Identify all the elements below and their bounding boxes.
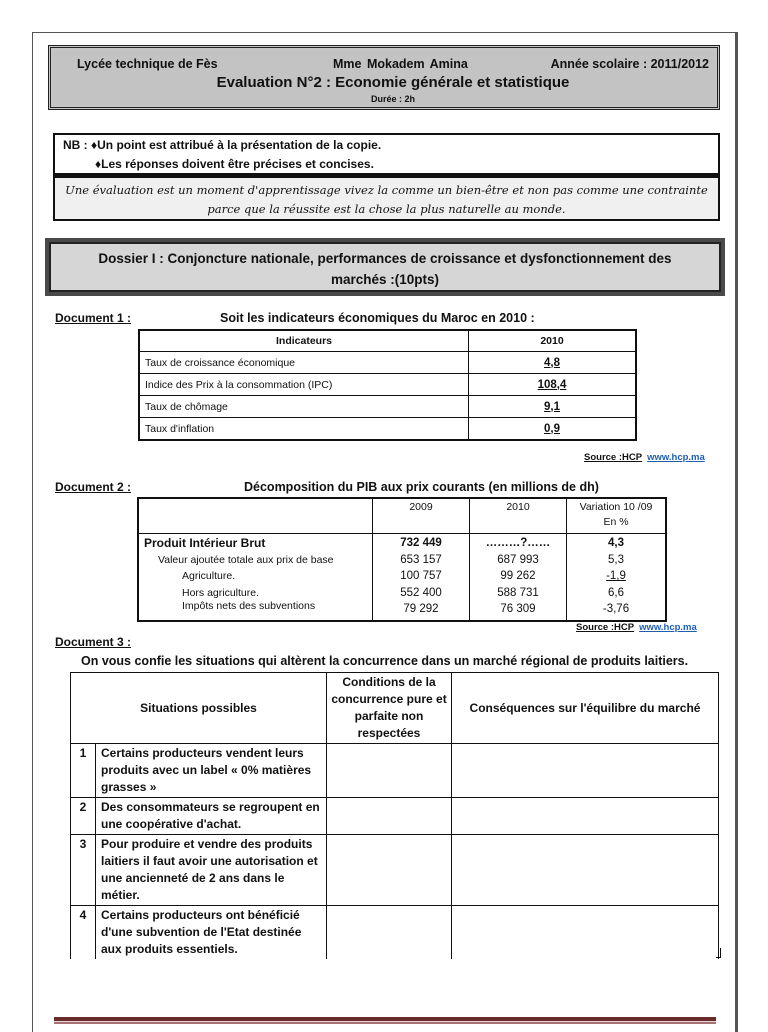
motivational-quote bbox=[53, 175, 720, 221]
row-label-hors-agri: Hors agriculture. bbox=[182, 586, 260, 599]
situation-number: 4 bbox=[71, 906, 96, 960]
variation-value: -1,9 bbox=[606, 570, 626, 582]
table-header-row bbox=[71, 673, 719, 744]
school-year: Année scolaire : 2011/2012 bbox=[550, 57, 709, 71]
exam-header-background bbox=[53, 50, 715, 105]
nb-notes bbox=[53, 133, 720, 175]
exam-duration: Durée : 2h bbox=[370, 94, 415, 104]
consequences-answer-cell[interactable] bbox=[452, 835, 719, 906]
table-header-row bbox=[139, 330, 636, 352]
situation-text: Pour produire et vendre des produits laitiers il faut avoir une autorisation et une ancienneté de 2 ans dans le métier. bbox=[96, 835, 327, 906]
header-variation-line2: En % bbox=[603, 516, 629, 528]
table-row bbox=[139, 352, 636, 374]
header-situations: Situations possibles bbox=[71, 673, 327, 744]
table-body-row bbox=[138, 534, 666, 621]
row-label-va: Valeur ajoutée totale aux prix de base bbox=[158, 553, 334, 566]
header-indicators: Indicateurs bbox=[139, 330, 469, 352]
value-2009: 100 757 bbox=[400, 570, 442, 582]
header-conditions: Conditions de la concurrence pure et parfaite non respectées bbox=[327, 673, 452, 744]
conditions-answer-cell[interactable] bbox=[327, 798, 452, 835]
document3-intro: On vous confie les situations qui altèrent la concurrence dans un marché régional de produits laitiers. bbox=[81, 654, 689, 668]
value-2010: 76 309 bbox=[500, 603, 536, 615]
situation-number: 1 bbox=[71, 744, 96, 798]
document3-label: Document 3 : bbox=[55, 635, 132, 649]
footer-divider bbox=[54, 1017, 716, 1024]
indicator-value: 9,1 bbox=[469, 396, 637, 418]
indicator-value: 0,9 bbox=[469, 418, 637, 441]
indicator-name: Taux de croissance économique bbox=[139, 352, 469, 374]
document1-title: Soit les indicateurs économiques du Maroc en 2010 : bbox=[220, 311, 535, 325]
conditions-answer-cell[interactable] bbox=[327, 835, 452, 906]
indicator-name: Taux de chômage bbox=[139, 396, 469, 418]
source-link[interactable]: www.hcp.ma bbox=[639, 622, 697, 633]
source-label: Source :HCP bbox=[584, 452, 643, 463]
col-variation bbox=[567, 534, 667, 621]
indicator-name: Indice des Prix à la consommation (IPC) bbox=[139, 374, 469, 396]
header-variation bbox=[567, 498, 667, 534]
row-label-impots: Impôts nets des subventions bbox=[182, 600, 316, 612]
col-2010 bbox=[470, 534, 567, 621]
document1-source bbox=[584, 452, 705, 463]
table-row bbox=[71, 744, 719, 798]
row-label-agri: Agriculture. bbox=[182, 570, 236, 582]
header-2009: 2009 bbox=[373, 498, 470, 534]
document2-label: Document 2 : bbox=[55, 480, 132, 494]
table-header-row bbox=[138, 498, 666, 534]
table-row bbox=[139, 396, 636, 418]
table-row bbox=[71, 906, 719, 960]
consequences-answer-cell[interactable] bbox=[452, 798, 719, 835]
table-row bbox=[139, 374, 636, 396]
table-corner-mark bbox=[716, 948, 721, 958]
dossier-title: Dossier I : Conjoncture nationale, performances de croissance et dysfonctionnement des marchés :(10pts) bbox=[98, 251, 672, 287]
variation-value: -3,76 bbox=[602, 603, 630, 615]
value-2009: 79 292 bbox=[403, 603, 439, 615]
consequences-answer-cell[interactable] bbox=[452, 744, 719, 798]
situation-text: Certains producteurs vendent leurs produits avec un label « 0% matières grasses » bbox=[96, 744, 327, 798]
table-row bbox=[71, 798, 719, 835]
header-consequences: Conséquences sur l'équilibre du marché bbox=[452, 673, 719, 744]
situation-text: Des consommateurs se regroupent en une coopérative d'achat. bbox=[96, 798, 327, 835]
document1-label: Document 1 : bbox=[55, 311, 132, 325]
header-variation-line1: Variation 10 /09 bbox=[579, 501, 653, 513]
header-blank bbox=[138, 498, 373, 534]
indicator-value: 4,8 bbox=[469, 352, 637, 374]
header-2010: 2010 bbox=[470, 498, 567, 534]
indicator-name: Taux d'inflation bbox=[139, 418, 469, 441]
header-2010: 2010 bbox=[469, 330, 637, 352]
dossier-banner bbox=[45, 238, 725, 296]
table-row bbox=[71, 835, 719, 906]
value-2009: 552 400 bbox=[400, 586, 442, 599]
school-name: Lycée technique de Fès bbox=[77, 57, 218, 71]
indicators-table bbox=[138, 329, 637, 441]
document2-source bbox=[576, 622, 697, 633]
situation-number: 2 bbox=[71, 798, 96, 835]
situation-number: 3 bbox=[71, 835, 96, 906]
col-2009 bbox=[373, 534, 470, 621]
document2-title: Décomposition du PIB aux prix courants (en millions de dh) bbox=[244, 480, 599, 494]
indicator-value: 108,4 bbox=[469, 374, 637, 396]
variation-value: 6,6 bbox=[608, 586, 624, 599]
variation-value: 5,3 bbox=[608, 553, 624, 566]
row-label-pib: Produit Intérieur Brut bbox=[144, 536, 266, 550]
value-2009: 653 157 bbox=[400, 553, 442, 566]
value-2010: 99 262 bbox=[500, 570, 536, 582]
value-2009: 732 449 bbox=[400, 537, 442, 549]
conditions-answer-cell[interactable] bbox=[327, 906, 452, 960]
conditions-answer-cell[interactable] bbox=[327, 744, 452, 798]
consequences-answer-cell[interactable] bbox=[452, 906, 719, 960]
variation-value: 4,3 bbox=[608, 537, 624, 549]
value-2010: 588 731 bbox=[497, 586, 539, 599]
gdp-table bbox=[137, 497, 667, 622]
row-labels bbox=[138, 534, 373, 621]
source-link[interactable]: www.hcp.ma bbox=[647, 452, 705, 463]
nb-line-1: NB : ♦Un point est attribué à la présentation de la copie. bbox=[63, 138, 382, 152]
value-2010-missing: ………?…… bbox=[485, 537, 551, 549]
page-border-right bbox=[736, 32, 738, 1032]
competition-table bbox=[70, 672, 719, 959]
value-2010: 687 993 bbox=[497, 553, 539, 566]
nb-line-2: ♦Les réponses doivent être précises et concises. bbox=[95, 157, 374, 171]
exam-header bbox=[48, 45, 720, 110]
teacher-name: Mme Mokadem Amina bbox=[333, 57, 468, 71]
table-row bbox=[139, 418, 636, 441]
quote-text: Une évaluation est un moment d'apprentissage vivez la comme un bien-être et non pas comme une contrainte parce que la réussite est la chose la plus naturelle au monde. bbox=[65, 183, 708, 216]
situation-text: Certains producteurs ont bénéficié d'une subvention de l'Etat destinée aux produits essentiels. bbox=[96, 906, 327, 960]
exam-title: Evaluation N°2 : Economie générale et statistique bbox=[216, 74, 570, 91]
source-label: Source :HCP bbox=[576, 622, 635, 633]
